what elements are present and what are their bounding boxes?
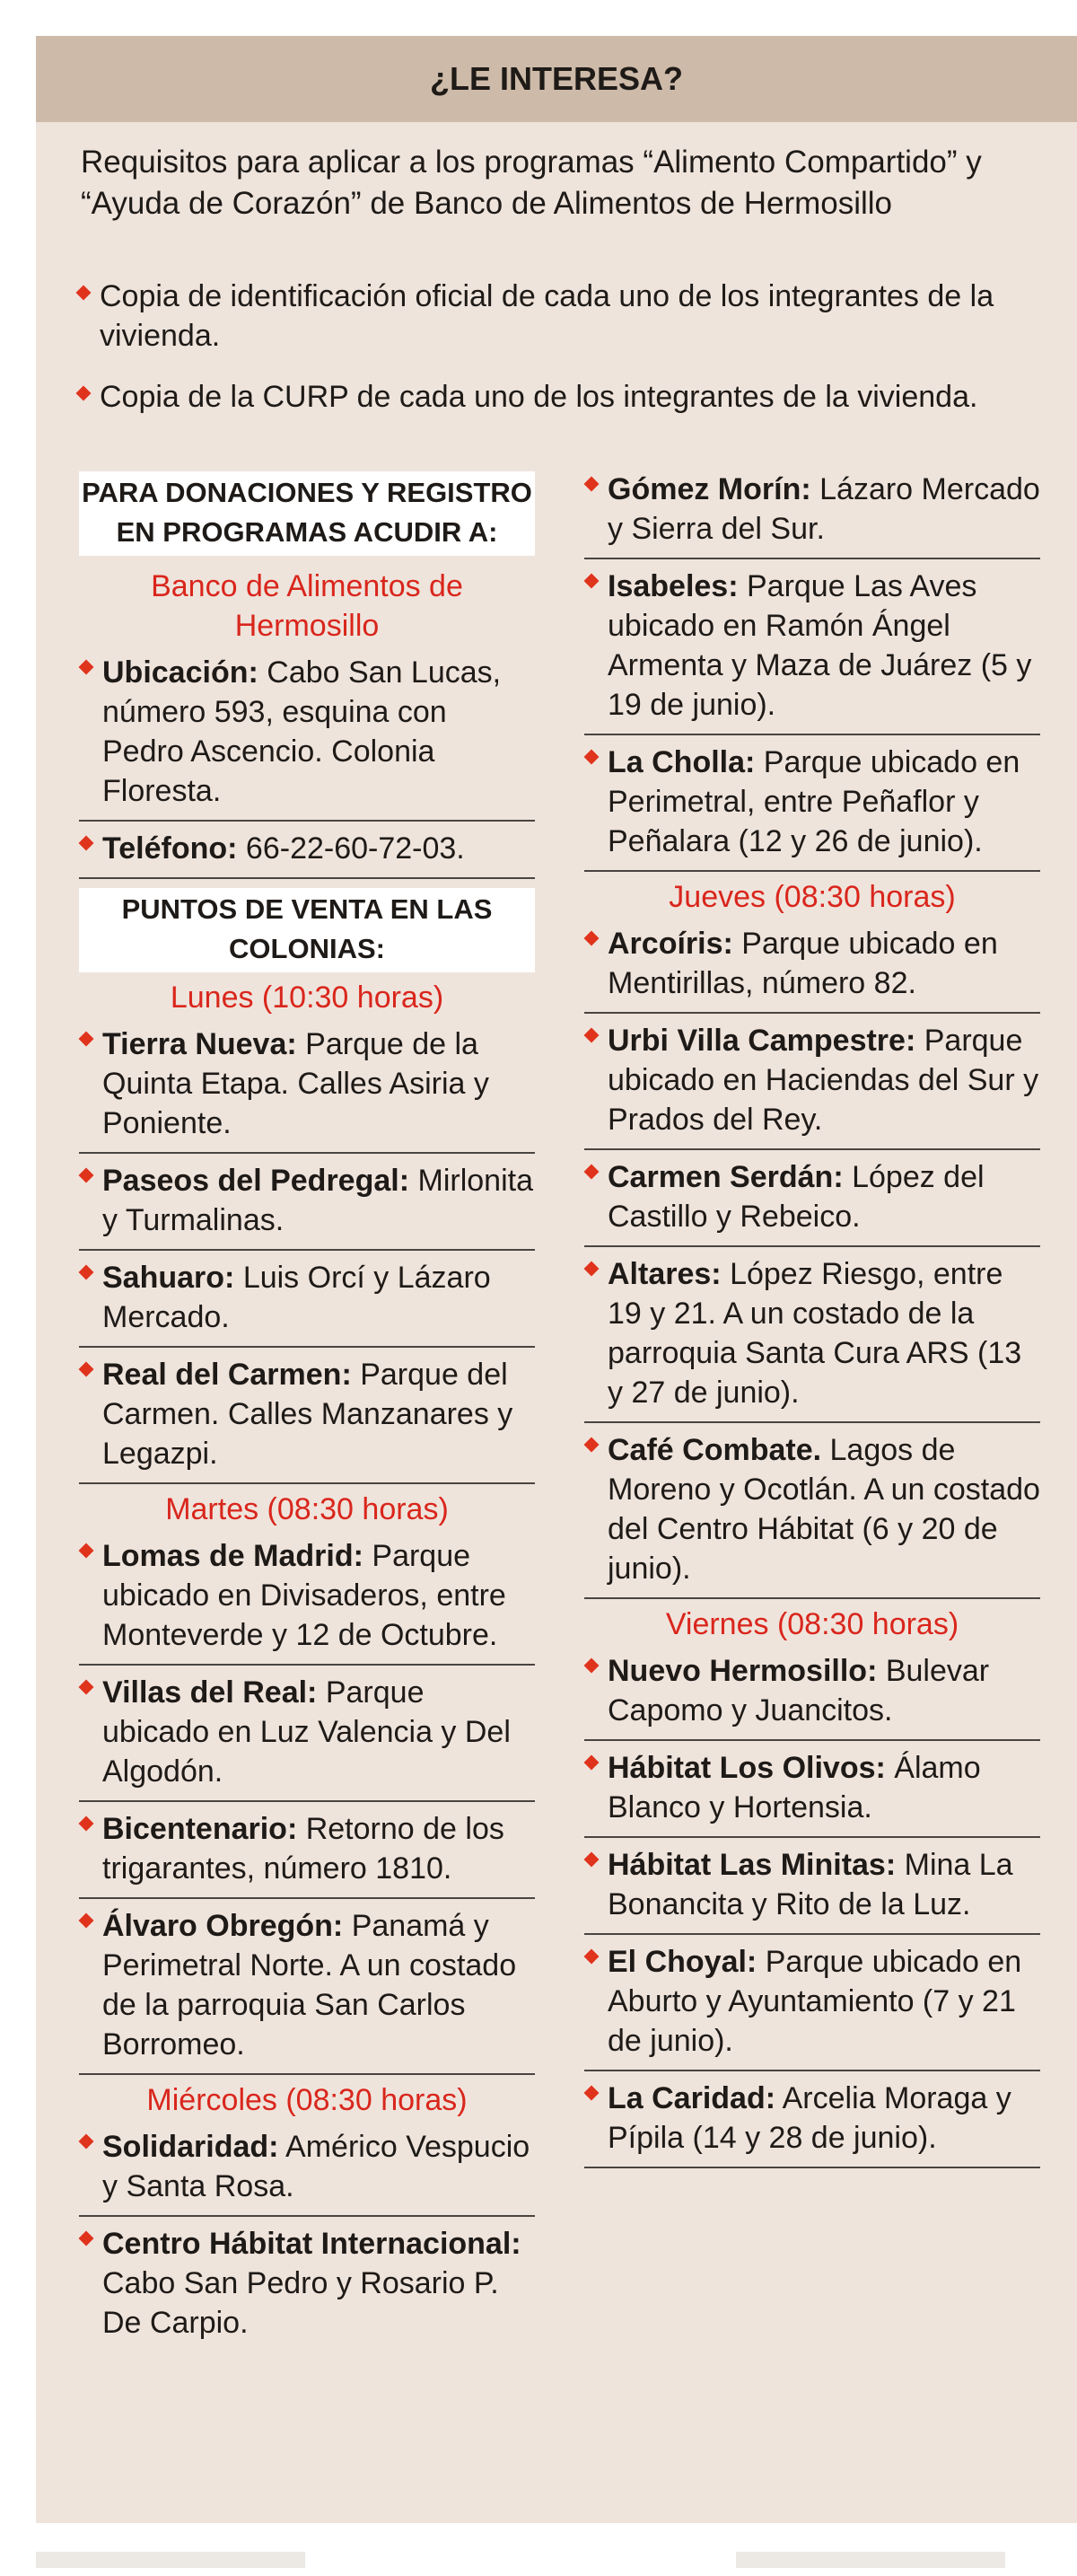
list-item: Lomas de Madrid: Parque ubicado en Divisaderos, entre Monteverde y 12 de Octubre. — [79, 1529, 535, 1666]
list-item: Carmen Serdán: López del Castillo y Rebeico. — [584, 1150, 1040, 1247]
donations-heading: PARA DONACIONES Y REGISTRO EN PROGRAMAS ACUDIR A: — [79, 471, 535, 556]
list-item: Arcoíris: Parque ubicado en Mentirillas, número 82. — [584, 917, 1040, 1014]
bullet-icon — [79, 1168, 94, 1183]
list-item: La Caridad: Arcelia Moraga y Pípila (14 y 28 de junio). — [584, 2071, 1040, 2168]
bullet-icon — [584, 750, 600, 765]
bullet-icon — [79, 1680, 94, 1695]
day-title-viernes: Viernes (08:30 horas) — [665, 1607, 959, 1641]
list-item: Solidaridad: Américo Vespucio y Santa Rosa. — [79, 2120, 535, 2217]
list-item: Gómez Morín: Lázaro Mercado y Sierra del Sur. — [584, 462, 1040, 559]
day-title-jueves: Jueves (08:30 horas) — [669, 880, 956, 914]
panel-title: ¿LE INTERESA? — [429, 60, 683, 97]
info-panel — [36, 36, 1077, 2523]
list-item: Altares: López Riesgo, entre 19 y 21. A un costado de la parroquia Santa Cura ARS (13 y 27 de junio). — [584, 1247, 1040, 1423]
bullet-icon — [79, 1362, 94, 1377]
bullet-icon — [584, 1755, 600, 1771]
list-item: Villas del Real: Parque ubicado en Luz Valencia y Del Algodón. — [79, 1666, 535, 1802]
list-item: Centro Hábitat Internacional: Cabo San Pedro y Rosario P. De Carpio. — [79, 2217, 535, 2352]
bullet-icon — [584, 1949, 600, 1965]
bullet-icon — [79, 1816, 94, 1832]
list-item: Álvaro Obregón: Panamá y Perimetral Norte. A un costado de la parroquia San Carlos Borromeo. — [79, 1899, 535, 2075]
location-item: Ubicación: Cabo San Lucas, número 593, esquina con Pedro Ascencio. Colonia Floresta. — [79, 646, 535, 822]
intro-text: Requisitos para aplicar a los programas “Alimento Compartido” y “Ayuda de Corazón” de Banco de Alimentos de Hermosillo — [81, 145, 982, 221]
list-item: Real del Carmen: Parque del Carmen. Calles Manzanares y Legazpi. — [79, 1348, 535, 1484]
bullet-icon — [79, 2231, 94, 2246]
list-item: Hábitat Los Olivos: Álamo Blanco y Hortensia. — [584, 1741, 1040, 1838]
list-item: El Choyal: Parque ubicado en Aburto y Ayuntamiento (7 y 21 de junio). — [584, 1935, 1040, 2071]
bullet-icon — [584, 2086, 600, 2101]
day-title-martes: Martes (08:30 horas) — [165, 1492, 449, 1526]
bullet-icon — [79, 2134, 94, 2150]
list-item: La Cholla: Parque ubicado en Perimetral, entre Peñaflor y Peñalara (12 y 26 de junio). — [584, 735, 1040, 872]
bullet-icon — [76, 386, 92, 401]
bullet-icon — [584, 1852, 600, 1868]
bullet-icon — [584, 574, 600, 589]
bullet-icon — [79, 660, 94, 675]
bullet-icon — [584, 1437, 600, 1453]
page-bleed-strip — [36, 2552, 305, 2568]
requirement-item: Copia de la CURP de cada uno de los integrantes de la vivienda. — [76, 377, 1046, 426]
bullet-icon — [584, 477, 600, 492]
list-item: Tierra Nueva: Parque de la Quinta Etapa. Calles Asiria y Poniente. — [79, 1017, 535, 1154]
list-item: Sahuaro: Luis Orcí y Lázaro Mercado. — [79, 1251, 535, 1348]
list-item: Café Combate. Lagos de Moreno y Ocotlán. A un costado del Centro Hábitat (6 y 20 de junio). — [584, 1423, 1040, 1599]
bullet-icon — [584, 1028, 600, 1043]
day-title-lunes: Lunes (10:30 horas) — [170, 980, 444, 1015]
right-column — [584, 462, 1040, 2168]
bullet-icon — [79, 836, 94, 851]
bullet-icon — [79, 1913, 94, 1929]
list-item: Isabeles: Parque Las Aves ubicado en Ramón Ángel Armenta y Maza de Juárez (5 y 19 de junio). — [584, 559, 1040, 735]
bullet-icon — [79, 1543, 94, 1559]
list-item: Bicentenario: Retorno de los trigarantes, número 1810. — [79, 1802, 535, 1899]
org-name: Banco de Alimentos de Hermosillo — [151, 569, 463, 643]
day-title-miercoles: Miércoles (08:30 horas) — [146, 2083, 468, 2117]
sales-points-heading: PUNTOS DE VENTA EN LAS COLONIAS: — [79, 888, 535, 972]
bullet-icon — [584, 1165, 600, 1180]
list-item: Paseos del Pedregal: Mirlonita y Turmalinas. — [79, 1154, 535, 1251]
bullet-icon — [584, 931, 600, 946]
list-item: Nuevo Hermosillo: Bulevar Capomo y Juancitos. — [584, 1644, 1040, 1741]
bullet-icon — [79, 1265, 94, 1280]
phone-item: Teléfono: 66-22-60-72-03. — [79, 822, 535, 879]
list-item: Urbi Villa Campestre: Parque ubicado en Haciendas del Sur y Prados del Rey. — [584, 1014, 1040, 1150]
bullet-icon — [76, 286, 92, 301]
list-item: Hábitat Las Minitas: Mina La Bonancita y Rito de la Luz. — [584, 1838, 1040, 1935]
bullet-icon — [79, 1032, 94, 1047]
panel-header — [36, 36, 1077, 122]
page-bleed-strip — [736, 2552, 1005, 2568]
bullet-icon — [584, 1262, 600, 1277]
bullet-icon — [584, 1658, 600, 1674]
requirement-item: Copia de identificación oficial de cada uno de los integrantes de la vivienda. — [76, 277, 1046, 365]
left-column — [79, 471, 535, 2352]
